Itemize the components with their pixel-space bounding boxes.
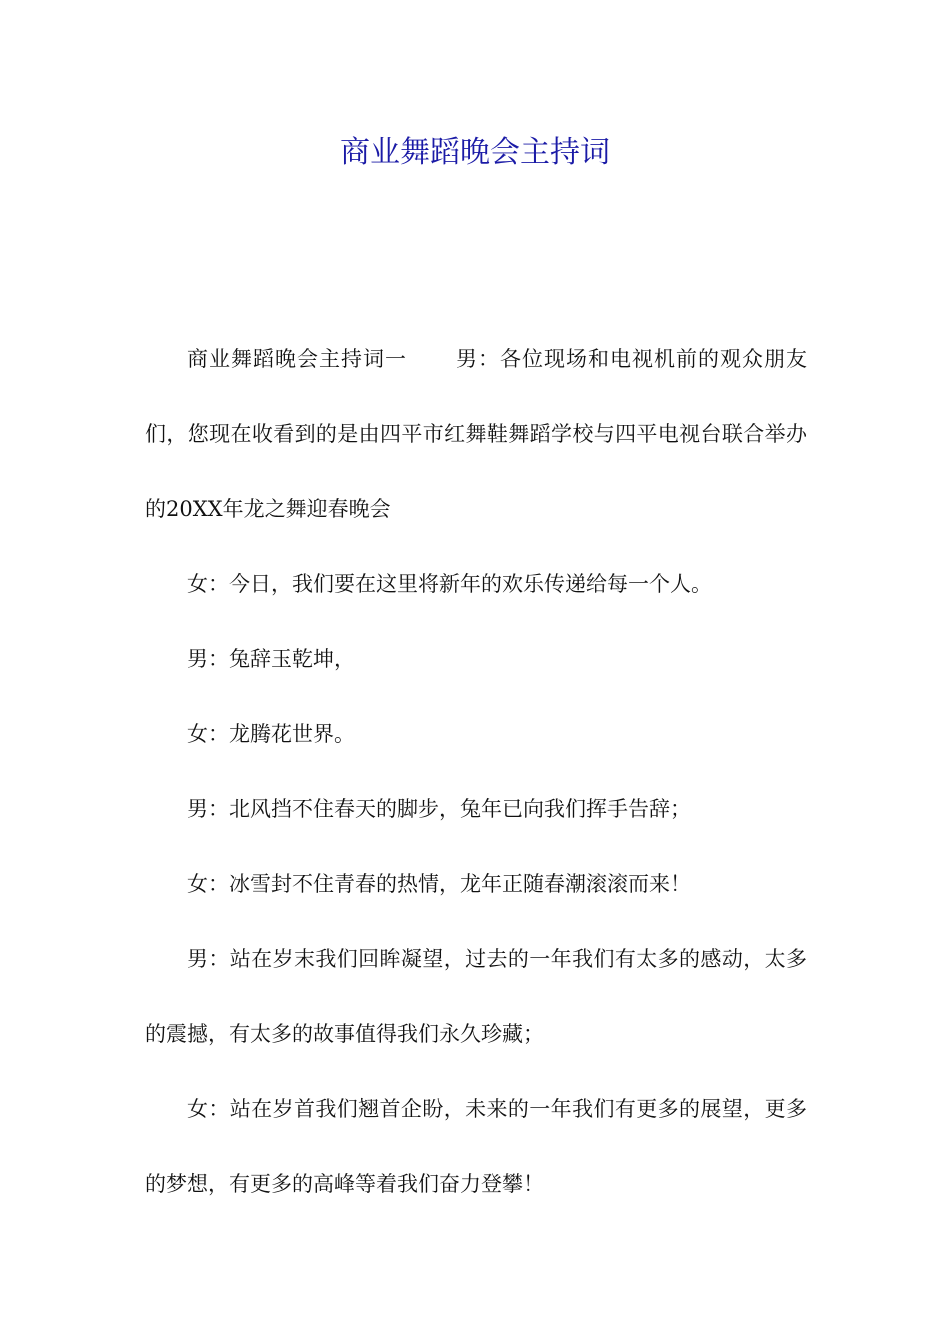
- document-body: [145, 322, 807, 1222]
- paragraph-text: 男：各位现场和电视机前的观众朋友们，您现在收看到的是由四平市红舞鞋舞蹈学校与四平电视台联合举办的20XX年龙之舞迎春晚会: [145, 347, 807, 521]
- paragraph-5: 男：北风挡不住春天的脚步，兔年已向我们挥手告辞；: [187, 797, 691, 821]
- paragraph-3: 男：兔辞玉乾坤，: [187, 647, 355, 671]
- paragraph-7: 男：站在岁末我们回眸凝望，过去的一年我们有太多的感动，太多的震撼，有太多的故事值得我们永久珍藏；: [145, 947, 807, 1046]
- section-heading: 商业舞蹈晚会主持词一: [187, 347, 407, 371]
- paragraph-6: 女：冰雪封不住青春的热情，龙年正随春潮滚滚而来！: [187, 872, 691, 896]
- paragraph-1: [145, 322, 807, 547]
- document-title: 商业舞蹈晚会主持词: [340, 135, 610, 170]
- paragraph-4: 女：龙腾花世界。: [187, 722, 355, 746]
- paragraph-2: 女：今日，我们要在这里将新年的欢乐传递给每一个人。: [187, 572, 712, 596]
- paragraph-8: 女：站在岁首我们翘首企盼，未来的一年我们有更多的展望，更多的梦想，有更多的高峰等着我们奋力登攀！: [145, 1097, 807, 1196]
